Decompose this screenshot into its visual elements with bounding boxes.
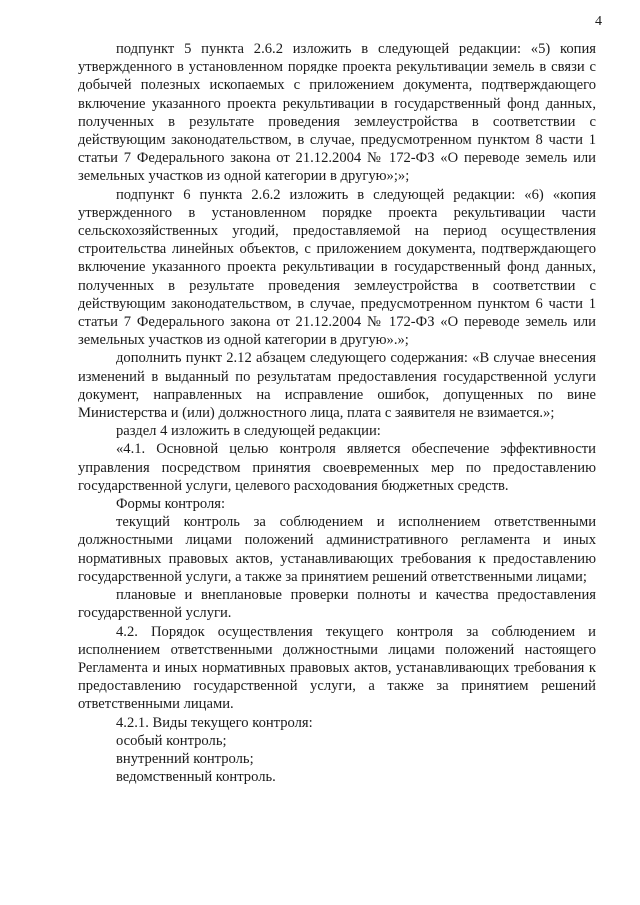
paragraph-4-2-1: 4.2.1. Виды текущего контроля: [116, 714, 313, 731]
list-item-internal-control: внутренний контроль; [116, 750, 254, 767]
paragraph-current-control: текущий контроль за соблюдением и исполнением ответственными должностными лицами положений административного регламента и иных нормативных правовых актов, устанавливающих требования к предоставлению государственной услуги, а также за принятием решений ответственными лицами; [78, 514, 596, 585]
list-item-special-control: особый контроль; [116, 732, 227, 749]
paragraph-planned-checks: плановые и внеплановые проверки полноты и качества предоставления государственной услуги. [78, 587, 596, 622]
list-item-departmental-control: ведомственный контроль. [116, 769, 276, 786]
paragraph-4-1: «4.1. Основной целью контроля является обеспечение эффективности управления посредством принятия своевременных мер по предоставлению государственной услуги, целевого расходования бюджетных средств. [78, 441, 596, 494]
document-body [78, 40, 596, 786]
paragraph-subpoint-5: подпункт 5 пункта 2.6.2 изложить в следующей редакции: «5) копия утвержденного в установленном порядке проекта рекультивации земель в связи с добычей полезных ископаемых с приложением документа, подтверждающего включение указанного проекта рекультивации в государственный фонд данных, полученных в результате проведения землеустройства в соответствии с действующим законодательством, в случае, предусмотренном пунктом 8 части 1 статьи 7 Федерального закона от 21.12.2004 № 172-ФЗ «О переводе земель или земельных участков из одной категории в другую»;»; [78, 41, 596, 185]
paragraph-section-4-intro: раздел 4 изложить в следующей редакции: [116, 423, 381, 440]
paragraph-control-forms: Формы контроля: [116, 496, 226, 513]
paragraph-point-2-12: дополнить пункт 2.12 абзацем следующего содержания: «В случае внесения изменений в выданный по результатам предоставления государственной услуги документ, направленных на исправление ошибок, допущенных по вине Министерства и (или) должностного лица, плата с заявителя не взимается.»; [78, 350, 596, 422]
paragraph-4-2: 4.2. Порядок осуществления текущего контроля за соблюдением и исполнением ответственными должностными лицами положений настоящего Регламента и иных нормативных правовых актов, устанавливающих требования к предоставлению государственной услуги, а также за принятием решений ответственными лицами. [78, 623, 596, 713]
page-number: 4 [595, 14, 602, 29]
paragraph-subpoint-6: подпункт 6 пункта 2.6.2 изложить в следующей редакции: «6) «копия утвержденного в установленном порядке проекта рекультивации части сельскохозяйственных угодий, предоставляемой на период осуществления строительства линейных объектов, с приложением документа, подтверждающего включение указанного проекта рекультивации в государственный фонд данных, полученных в результате проведения землеустройства в соответствии с действующим законодательством, в случае, предусмотренном пунктом 6 части 1 статьи 7 Федерального закона от 21.12.2004 № 172-ФЗ «О переводе земель или земельных участков из одной категории в другую».»; [78, 186, 596, 349]
